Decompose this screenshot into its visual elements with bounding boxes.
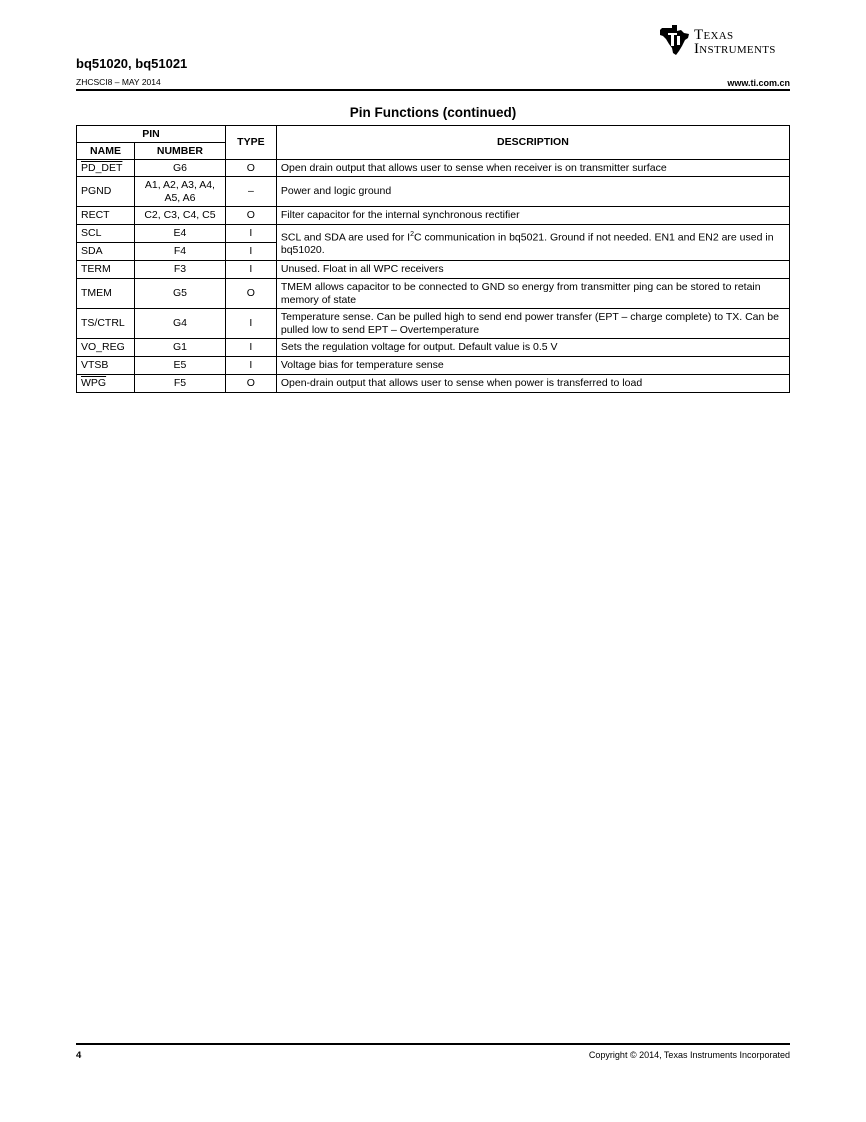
pin-name: TMEM — [77, 279, 135, 309]
pin-number: F3 — [134, 261, 225, 279]
table-title: Pin Functions (continued) — [349, 105, 517, 120]
pin-name: VO_REG — [77, 339, 135, 357]
header-type: TYPE — [225, 126, 276, 160]
pin-type: O — [225, 207, 276, 225]
pin-name: PGND — [77, 177, 135, 207]
pin-type: I — [225, 357, 276, 375]
table-row — [77, 177, 790, 207]
pin-number: G5 — [134, 279, 225, 309]
pin-description-sup: 2 — [410, 230, 414, 238]
pin-number: G1 — [134, 339, 225, 357]
pin-description: Voltage bias for temperature sense — [276, 357, 789, 375]
table-row — [77, 225, 790, 243]
pin-name — [77, 375, 135, 393]
table-row — [77, 357, 790, 375]
pin-number: E4 — [134, 225, 225, 243]
pin-type: – — [225, 177, 276, 207]
pin-type: I — [225, 261, 276, 279]
pin-type: I — [225, 309, 276, 339]
header-divider — [76, 89, 790, 91]
pin-type: O — [225, 160, 276, 177]
ti-logo — [658, 24, 792, 58]
pin-description: TMEM allows capacitor to be connected to GND so energy from transmitter ping can be stored to retain memory of state — [276, 279, 789, 309]
table-row — [77, 207, 790, 225]
pin-type: O — [225, 375, 276, 393]
footer-divider — [76, 1043, 790, 1045]
header-number: NUMBER — [134, 143, 225, 160]
pin-name: SCL — [77, 225, 135, 243]
table-header-row — [77, 126, 790, 143]
pin-number: F4 — [134, 243, 225, 261]
header-description: DESCRIPTION — [276, 126, 789, 160]
table-row — [77, 339, 790, 357]
pin-number: C2, C3, C4, C5 — [134, 207, 225, 225]
table-row — [77, 309, 790, 339]
pin-type: I — [225, 225, 276, 243]
pin-functions-table — [76, 125, 790, 393]
table-row — [77, 261, 790, 279]
pin-number-line1: A1, A2, A3, A4, — [144, 178, 215, 191]
pin-description: Unused. Float in all WPC receivers — [276, 261, 789, 279]
pin-description: Filter capacitor for the internal synchronous rectifier — [276, 207, 789, 225]
page-number: 4 — [76, 1050, 82, 1061]
copyright-notice: Copyright © 2014, Texas Instruments Incorporated — [588, 1050, 790, 1060]
pin-description-pre: SCL and SDA are used for I — [280, 231, 411, 244]
document-title: bq51020, bq51021 — [76, 56, 188, 71]
pin-name — [77, 160, 135, 177]
site-url-link[interactable]: www.ti.com.cn — [727, 78, 790, 88]
pin-type: I — [225, 339, 276, 357]
pin-name: VTSB — [77, 357, 135, 375]
pin-number — [134, 177, 225, 207]
pin-name: TERM — [77, 261, 135, 279]
pin-number: F5 — [134, 375, 225, 393]
pin-name: RECT — [77, 207, 135, 225]
pin-description: Temperature sense. Can be pulled high to send end power transfer (EPT – charge complete) to TX. Can be pulled low to send EPT – Overtemperature — [276, 309, 789, 339]
company-name-line1: Texas — [694, 27, 734, 43]
header-name: NAME — [77, 143, 135, 160]
table-row — [77, 375, 790, 393]
pin-name: TS/CTRL — [77, 309, 135, 339]
pin-number: E5 — [134, 357, 225, 375]
pin-type: O — [225, 279, 276, 309]
table-row — [77, 279, 790, 309]
pin-number-line2: A5, A6 — [164, 191, 196, 204]
pin-description: Power and logic ground — [276, 177, 789, 207]
pin-number: G6 — [134, 160, 225, 177]
document-id: ZHCSCI8 – MAY 2014 — [76, 77, 161, 87]
pin-description-post: C communication in bq5021. Ground if not needed. EN1 and EN2 are used in bq51020. — [280, 231, 774, 257]
pin-type: I — [225, 243, 276, 261]
pin-description: Open drain output that allows user to sense when receiver is on transmitter surface — [276, 160, 789, 177]
table-row — [77, 160, 790, 177]
pin-description — [276, 225, 789, 261]
pin-name: SDA — [77, 243, 135, 261]
header-pin: PIN — [77, 126, 226, 143]
pin-description: Open-drain output that allows user to sense when power is transferred to load — [276, 375, 789, 393]
ti-logo-icon — [658, 24, 692, 56]
pin-name-text: PD_DET — [81, 161, 123, 174]
pin-name-text: $\overline{WPG}$ — [81, 377, 107, 389]
company-name-line2: Instruments — [694, 41, 776, 57]
pin-number: G4 — [134, 309, 225, 339]
pin-description: Sets the regulation voltage for output. Default value is 0.5 V — [276, 339, 789, 357]
